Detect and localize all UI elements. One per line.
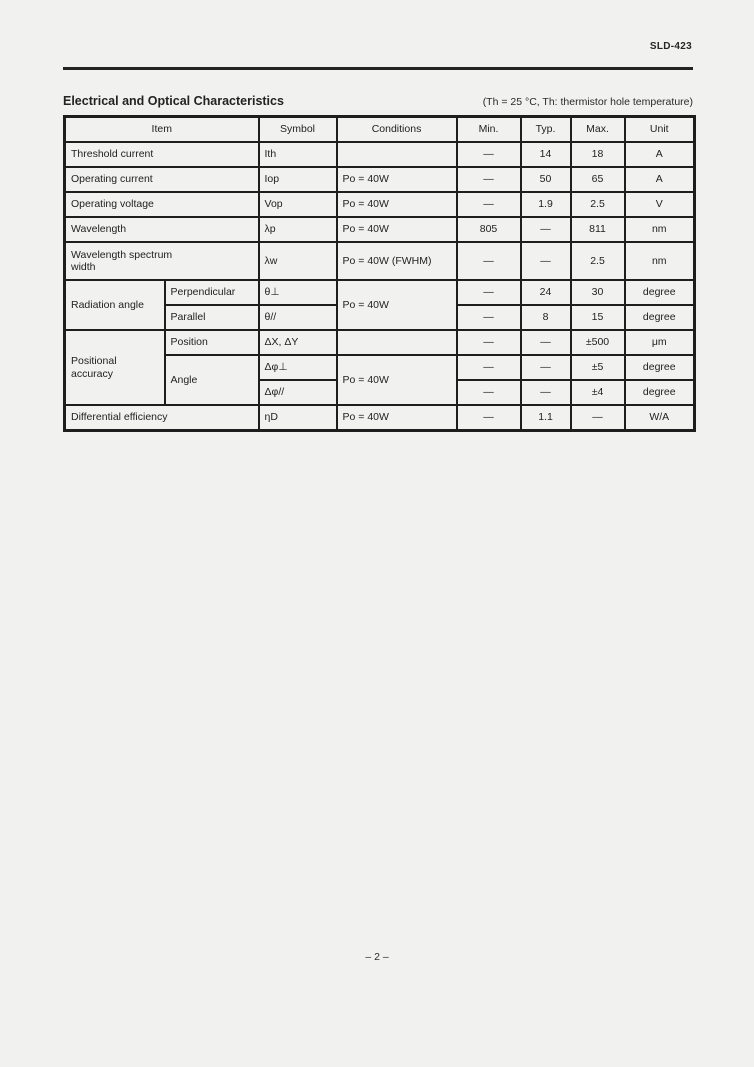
cell-typ: 1.9	[521, 192, 571, 217]
condition-note: (Th = 25 °C, Th: thermistor hole temperature)	[482, 96, 693, 108]
cell-typ: —	[521, 355, 571, 380]
cell-min: —	[457, 142, 521, 167]
cell-symbol: ηD	[259, 405, 337, 431]
cell-min: —	[457, 192, 521, 217]
col-header-conditions: Conditions	[337, 117, 457, 143]
table-row	[65, 192, 695, 217]
cell-typ: 14	[521, 142, 571, 167]
cell-symbol: λw	[259, 242, 337, 280]
cell-unit: degree	[625, 355, 695, 380]
cell-conditions	[337, 142, 457, 167]
cell-sub-item: Parallel	[165, 305, 259, 330]
cell-min: —	[457, 355, 521, 380]
cell-max: ±4	[571, 380, 625, 405]
cell-min: —	[457, 405, 521, 431]
cell-item-group-label: Radiation angle	[71, 298, 144, 311]
cell-symbol: ΔX, ΔY	[259, 330, 337, 355]
cell-item: Wavelength	[65, 217, 259, 242]
cell-max: ±500	[571, 330, 625, 355]
cell-typ: 24	[521, 280, 571, 305]
cell-unit: μm	[625, 330, 695, 355]
cell-typ: —	[521, 380, 571, 405]
section-title: Electrical and Optical Characteristics	[63, 94, 284, 108]
cell-unit: nm	[625, 217, 695, 242]
cell-item: Operating current	[65, 167, 259, 192]
cell-min: —	[457, 330, 521, 355]
cell-symbol: θ⊥	[259, 280, 337, 305]
cell-conditions: Po = 40W	[337, 217, 457, 242]
cell-min: —	[457, 242, 521, 280]
cell-unit: A	[625, 167, 695, 192]
cell-min: 805	[457, 217, 521, 242]
cell-max: 30	[571, 280, 625, 305]
cell-symbol: Vop	[259, 192, 337, 217]
cell-conditions: Po = 40W	[337, 405, 457, 431]
cell-conditions: Po = 40W	[337, 167, 457, 192]
cell-conditions: Po = 40W	[337, 355, 457, 405]
cell-typ: —	[521, 330, 571, 355]
cell-min: —	[457, 167, 521, 192]
table-row	[65, 167, 695, 192]
cell-unit: nm	[625, 242, 695, 280]
table-row	[65, 242, 695, 280]
cell-conditions: Po = 40W (FWHM)	[337, 242, 457, 280]
cell-symbol: Ith	[259, 142, 337, 167]
cell-item-group	[65, 330, 165, 405]
cell-typ: —	[521, 217, 571, 242]
col-header-typ: Typ.	[521, 117, 571, 143]
cell-max: 65	[571, 167, 625, 192]
cell-max: ±5	[571, 355, 625, 380]
table-row	[65, 405, 695, 431]
header-rule	[63, 67, 693, 70]
cell-item	[65, 242, 259, 280]
section-title-row	[63, 94, 693, 108]
col-header-unit: Unit	[625, 117, 695, 143]
cell-item-group	[65, 280, 165, 330]
cell-max: 18	[571, 142, 625, 167]
cell-symbol: Iop	[259, 167, 337, 192]
col-header-symbol: Symbol	[259, 117, 337, 143]
cell-conditions	[337, 330, 457, 355]
cell-sub-item: Position	[165, 330, 259, 355]
table-row	[65, 217, 695, 242]
page-number: – 2 –	[365, 951, 389, 963]
table-header-row	[65, 117, 695, 143]
cell-conditions: Po = 40W	[337, 280, 457, 330]
cell-max: 15	[571, 305, 625, 330]
cell-item: Differential efficiency	[65, 405, 259, 431]
cell-max: 811	[571, 217, 625, 242]
cell-unit: degree	[625, 380, 695, 405]
spec-table	[63, 115, 696, 432]
cell-item-group-label: Positional accuracy	[71, 355, 117, 380]
cell-symbol: Δφ//	[259, 380, 337, 405]
col-header-item: Item	[65, 117, 259, 143]
cell-typ: 8	[521, 305, 571, 330]
table-row	[65, 330, 695, 355]
cell-typ: 50	[521, 167, 571, 192]
doc-number: SLD-423	[649, 41, 692, 52]
cell-max: 2.5	[571, 242, 625, 280]
cell-unit: V	[625, 192, 695, 217]
cell-typ: —	[521, 242, 571, 280]
cell-symbol: Δφ⊥	[259, 355, 337, 380]
cell-symbol: θ//	[259, 305, 337, 330]
table-row	[65, 142, 695, 167]
cell-unit: degree	[625, 280, 695, 305]
table-row	[65, 280, 695, 305]
cell-min: —	[457, 280, 521, 305]
cell-max: —	[571, 405, 625, 431]
cell-unit: W/A	[625, 405, 695, 431]
col-header-min: Min.	[457, 117, 521, 143]
cell-sub-item: Perpendicular	[165, 280, 259, 305]
cell-typ: 1.1	[521, 405, 571, 431]
cell-sub-item: Angle	[165, 355, 259, 405]
cell-item: Operating voltage	[65, 192, 259, 217]
cell-item-label: Wavelength spectrum width	[71, 248, 173, 273]
cell-unit: A	[625, 142, 695, 167]
cell-min: —	[457, 380, 521, 405]
cell-unit: degree	[625, 305, 695, 330]
cell-conditions: Po = 40W	[337, 192, 457, 217]
cell-max: 2.5	[571, 192, 625, 217]
cell-min: —	[457, 305, 521, 330]
cell-symbol: λp	[259, 217, 337, 242]
col-header-max: Max.	[571, 117, 625, 143]
cell-item: Threshold current	[65, 142, 259, 167]
